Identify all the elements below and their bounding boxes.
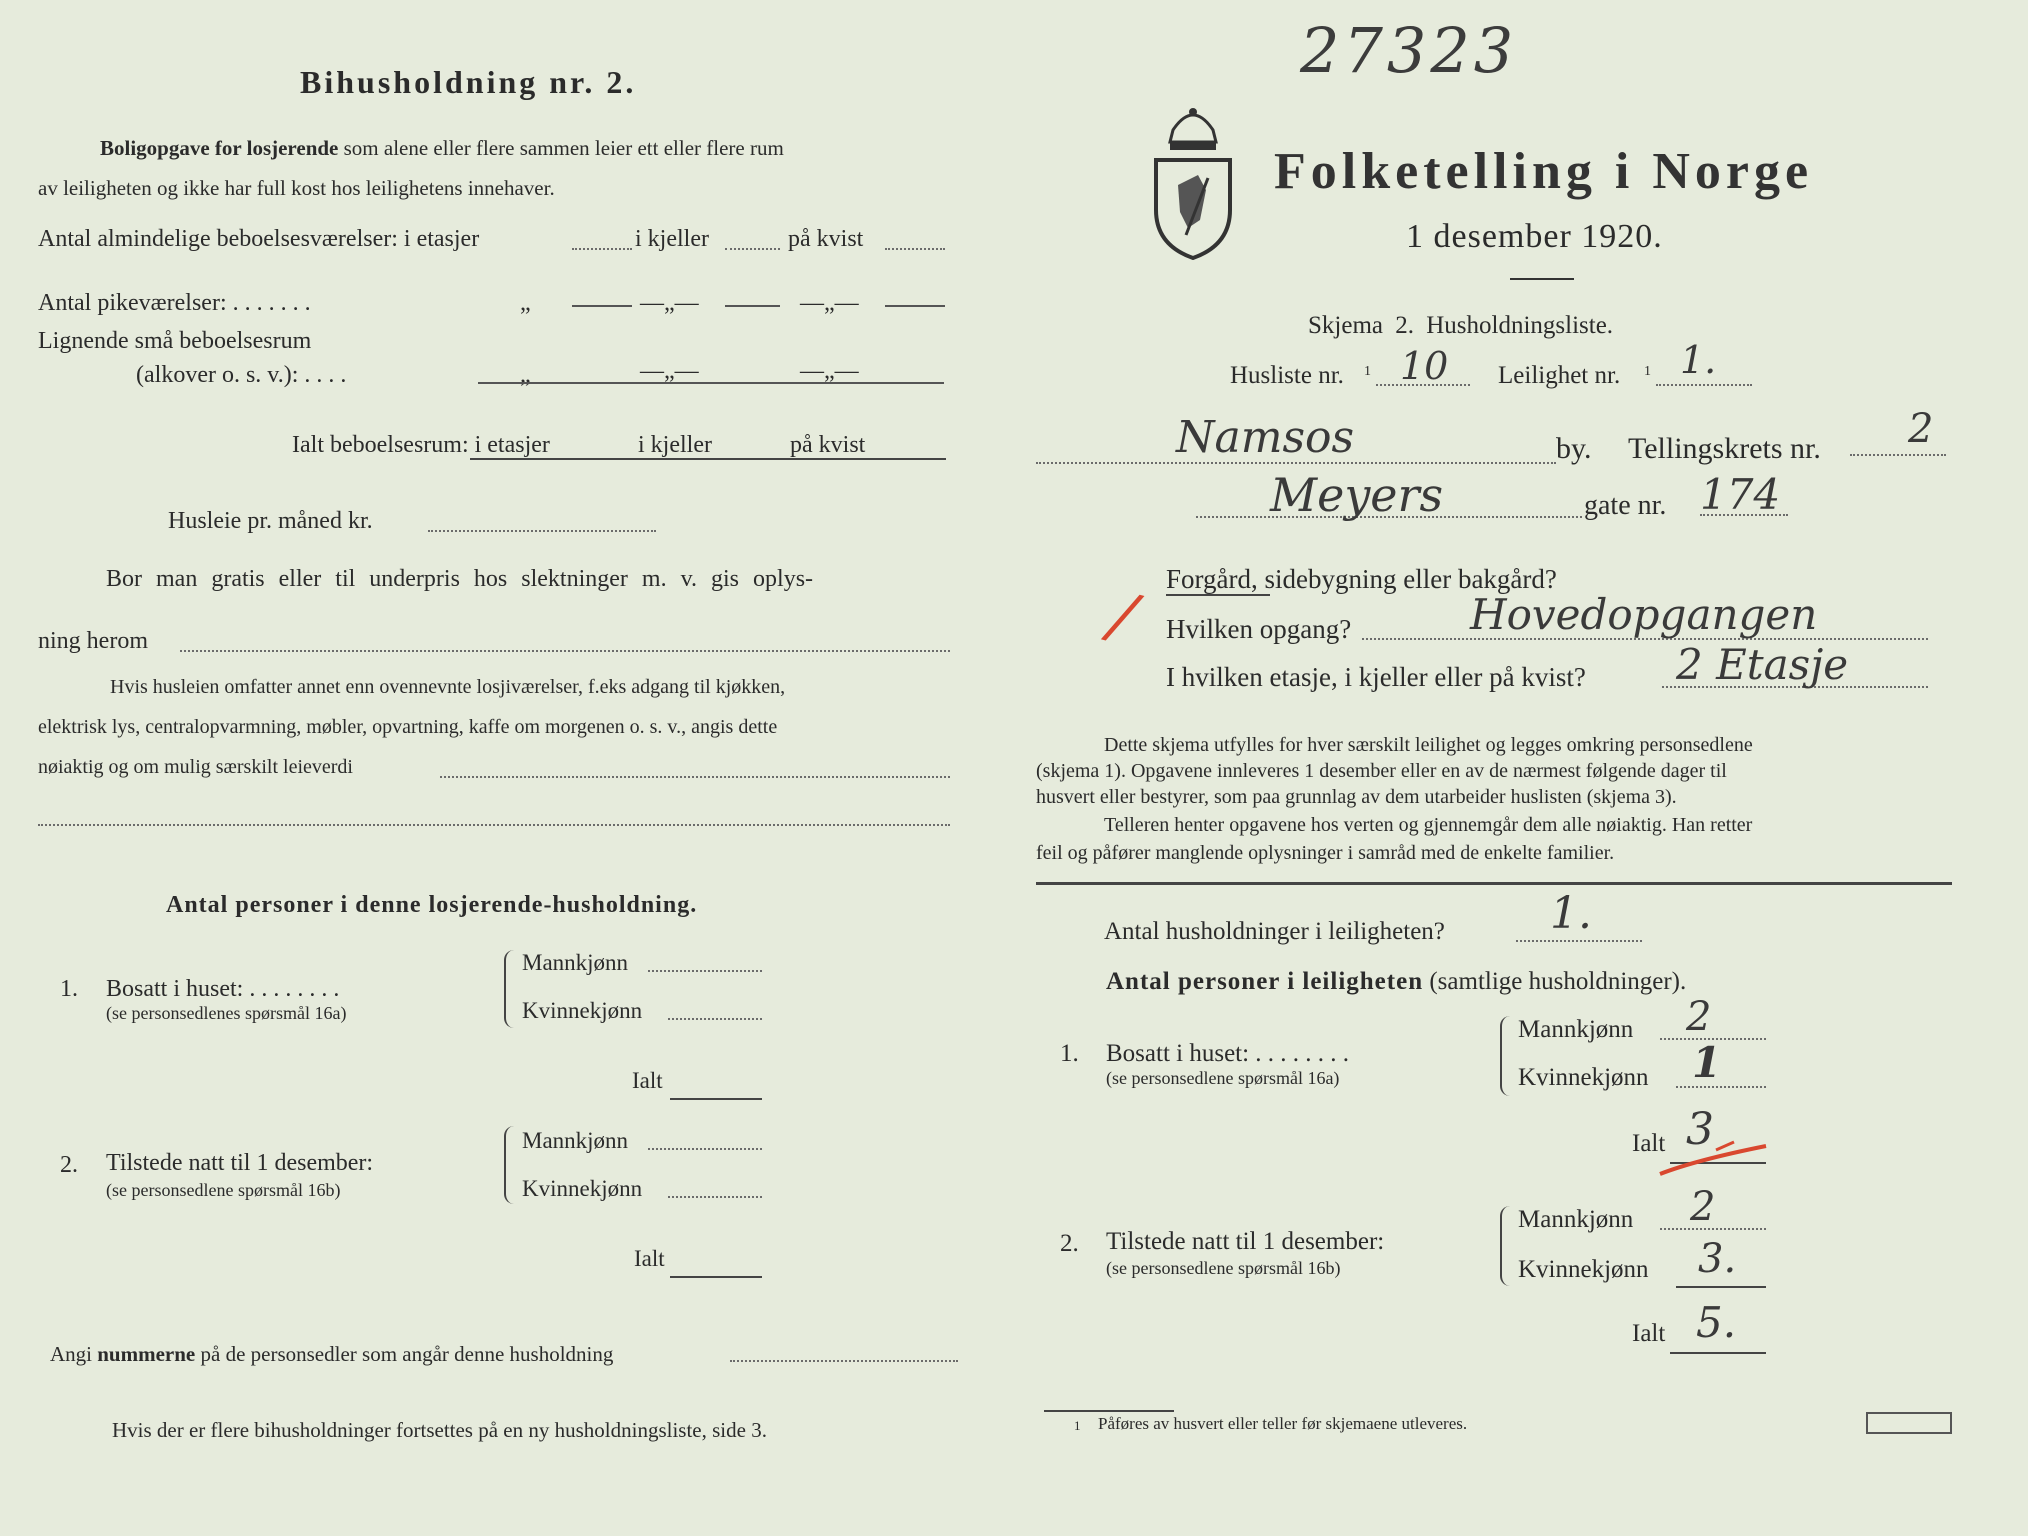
intro-rest: som alene eller flere sammen leier ett eller flere rum: [343, 136, 784, 160]
etasje-value: 2 Etasje: [1676, 640, 1849, 689]
left-q1-num: 1.: [60, 976, 78, 1002]
right-q1-mann-value: 2: [1686, 994, 1712, 1040]
note-field[interactable]: [440, 776, 950, 778]
right-q1-ialt-value: 3: [1686, 1104, 1714, 1155]
right-q1-label: Bosatt i huset: . . . . . . . .: [1106, 1040, 1350, 1067]
left-q1-mann-field[interactable]: [648, 970, 762, 972]
right-persons-title-rest: (samtlige husholdninger).: [1429, 968, 1687, 995]
right-q2-kvinne-value: 3.: [1698, 1236, 1737, 1282]
section-rule: [1036, 882, 1952, 885]
antal-hush-field[interactable]: [1516, 940, 1642, 942]
by-label: by.: [1556, 432, 1592, 465]
row3-label-a: Lignende små beboelsesrum: [38, 328, 312, 354]
opgang-value: Hovedopgangen: [1470, 590, 1818, 639]
skjema-label: Skjema 2. Husholdningsliste.: [1308, 312, 1614, 339]
right-q2-ialt-field[interactable]: [1670, 1352, 1766, 1354]
left-q2-brace: [504, 1126, 516, 1204]
intro-line-2: av leiligheten og ikke har full kost hos leilighetens innehaver.: [38, 176, 555, 200]
red-correction-strike-icon: [1656, 1120, 1776, 1180]
row2-field-1[interactable]: [572, 305, 632, 307]
right-persons-title-bold: Antal personer i leiligheten: [1106, 968, 1424, 995]
street-value: Meyers: [1270, 468, 1444, 522]
note-line-2: elektrisk lys, centralopvarmning, møbler, opvartning, kaffe om morgenen o. s. v., angis dette: [38, 716, 778, 738]
instr-line-1: Dette skjema utfylles for hver særskilt leilighet og legges omkring personsedlene: [1104, 734, 1753, 756]
row2-field-2[interactable]: [725, 305, 780, 307]
left-q2-ialt-label: Ialt: [634, 1246, 665, 1271]
right-q1-kvinne-label: Kvinnekjønn: [1518, 1064, 1649, 1091]
angi-field[interactable]: [730, 1360, 958, 1362]
footnote-rule: [1044, 1410, 1174, 1412]
printer-stamp: [1866, 1412, 1952, 1434]
angi-line: [50, 1342, 613, 1367]
angi-bold: nummerne: [97, 1342, 196, 1366]
left-q1-ialt-field[interactable]: [670, 1098, 762, 1100]
footnote-text: Påføres av husvert eller teller før skjemaene utleveres.: [1098, 1414, 1468, 1433]
row2-ditto-2: —„—: [640, 290, 699, 316]
title-rule: [1510, 278, 1574, 280]
row2-field-3[interactable]: [885, 305, 945, 307]
left-footer: Hvis der er flere bihusholdninger fortsettes på en ny husholdningsliste, side 3.: [112, 1418, 767, 1442]
row2-ditto-3: —„—: [800, 290, 859, 316]
left-q2-sub: (se personsedlene spørsmål 16b): [106, 1180, 341, 1200]
angi-pre: Angi: [50, 1342, 92, 1366]
right-q2-label: Tilstede natt til 1 desember:: [1106, 1228, 1385, 1255]
left-q1-mann-label: Mannkjønn: [522, 950, 629, 975]
left-q2-num: 2.: [60, 1152, 78, 1178]
row3-ditto-2: —„—: [640, 358, 699, 384]
row1-mid: i kjeller: [635, 226, 709, 252]
row3-field[interactable]: [478, 382, 944, 384]
left-title: Bihusholdning nr. 2.: [300, 64, 637, 100]
leilighet-field[interactable]: [1656, 384, 1752, 386]
left-q1-brace: [504, 950, 516, 1028]
left-q1-label: Bosatt i huset: . . . . . . . .: [106, 976, 340, 1002]
krets-field[interactable]: [1850, 454, 1946, 456]
instr-line-4: Telleren henter opgavene hos verten og gjennemgår dem alle nøiaktig. Han retter: [1104, 814, 1753, 836]
red-margin-mark: /: [1103, 578, 1143, 656]
archive-number: 27323: [1300, 14, 1518, 87]
left-q2-label: Tilstede natt til 1 desember:: [106, 1150, 374, 1176]
gate-value: 174: [1700, 470, 1781, 519]
right-q1-ialt-label: Ialt: [1632, 1130, 1666, 1157]
row2-ditto-1: „: [520, 290, 531, 316]
left-q2-ialt-field[interactable]: [670, 1276, 762, 1278]
norway-coat-of-arms-icon: [1148, 100, 1238, 260]
ialt-mid: i kjeller: [638, 432, 712, 458]
left-q1-sub: (se personsedlenes spørsmål 16a): [106, 1003, 347, 1023]
right-q1-kvinne-value: 1: [1692, 1038, 1722, 1087]
angi-rest: på de personsedler som angår denne husholdning: [200, 1342, 614, 1366]
left-persons-title: Antal personer i denne losjerende-husholdning.: [166, 892, 698, 918]
etasje-label: I hvilken etasje, i kjeller eller på kvist?: [1166, 662, 1586, 692]
left-q1-kvinne-label: Kvinnekjønn: [522, 998, 643, 1023]
opgang-label: Hvilken opgang?: [1166, 614, 1352, 644]
left-q1-kvinne-field[interactable]: [668, 1018, 762, 1020]
right-persons-title: [1106, 968, 1686, 996]
leilighet-footnote-mark: 1: [1644, 364, 1651, 379]
left-q2-kvinne-field[interactable]: [668, 1196, 762, 1198]
right-q2-ialt-label: Ialt: [1632, 1320, 1666, 1347]
bor-line-1: Bor man gratis eller til underpris hos slektninger m. v. gis oplys-: [106, 566, 814, 592]
right-q1-sub: (se personsedlene spørsmål 16a): [1106, 1068, 1340, 1088]
left-q1-ialt-label: Ialt: [632, 1068, 663, 1093]
row1-kvist-field[interactable]: [885, 248, 945, 250]
ialt-end: på kvist: [790, 432, 866, 458]
right-q2-mann-value: 2: [1690, 1184, 1716, 1230]
row3-label-b: (alkover o. s. v.): . . . .: [136, 362, 347, 388]
instr-line-2: (skjema 1). Opgavene innleveres 1 desember eller en av de nærmest følgende dager til: [1036, 760, 1727, 782]
husleie-label: Husleie pr. måned kr.: [168, 508, 373, 534]
leilighet-label: Leilighet nr.: [1498, 362, 1621, 389]
right-date: 1 desember 1920.: [1406, 218, 1663, 255]
husliste-value: 10: [1400, 344, 1449, 388]
row1-end: på kvist: [788, 226, 864, 252]
antal-hush-label: Antal husholdninger i leiligheten?: [1104, 918, 1445, 945]
intro-bold: Boligopgave for losjerende: [100, 136, 339, 160]
instr-line-3: husvert eller bestyrer, som paa grunnlag av dem utarbeider huslisten (skjema 3).: [1036, 786, 1677, 808]
note-line-3: nøiaktig og om mulig særskilt leieverdi: [38, 756, 353, 778]
right-q1-mann-label: Mannkjønn: [1518, 1016, 1634, 1043]
forgard-underline: [1166, 594, 1270, 596]
right-title: Folketelling i Norge: [1274, 143, 1814, 200]
right-q1-brace: [1500, 1016, 1512, 1096]
krets-value: 2: [1908, 406, 1934, 452]
right-q2-mann-label: Mannkjønn: [1518, 1206, 1634, 1233]
right-q2-kvinne-label: Kvinnekjønn: [1518, 1256, 1649, 1283]
husliste-footnote-mark: 1: [1364, 364, 1371, 379]
bor-line-2: ning herom: [38, 628, 148, 654]
right-q2-brace: [1500, 1206, 1512, 1286]
instr-line-5: feil og påfører manglende oplysninger i samråd med de enkelte familier.: [1036, 842, 1615, 864]
leilighet-value: 1.: [1680, 338, 1717, 382]
row2-label: Antal pikeværelser: . . . . . . .: [38, 290, 311, 316]
husleie-field[interactable]: [428, 530, 656, 532]
city-value: Namsos: [1176, 412, 1355, 463]
note-line-1: Hvis husleien omfatter annet enn ovennevnte losjiværelser, f.eks adgang til kjøkken,: [110, 676, 786, 698]
right-q2-ialt-value: 5.: [1696, 1298, 1737, 1347]
footnote-number: 1: [1074, 1418, 1081, 1433]
row1-etasjer-field[interactable]: [572, 248, 632, 250]
row3-ditto-3: —„—: [800, 358, 859, 384]
row1-kjeller-field[interactable]: [725, 248, 780, 250]
right-q2-sub: (se personsedlene spørsmål 16b): [1106, 1258, 1341, 1278]
left-q2-kvinne-label: Kvinnekjønn: [522, 1176, 643, 1201]
intro-line-1: [100, 136, 784, 161]
krets-label: Tellingskrets nr.: [1628, 432, 1821, 465]
antal-hush-value: 1.: [1550, 888, 1592, 939]
bor-field[interactable]: [180, 650, 950, 652]
row1-label: Antal almindelige beboelsesværelser: i etasjer: [38, 226, 480, 252]
forgard-question: Forgård, sidebygning eller bakgård?: [1166, 564, 1557, 594]
right-q2-num: 2.: [1060, 1230, 1079, 1257]
row3-ditto-1: „: [520, 362, 531, 388]
gate-label: gate nr.: [1584, 490, 1667, 521]
left-q2-mann-label: Mannkjønn: [522, 1128, 629, 1153]
left-q2-mann-field[interactable]: [648, 1148, 762, 1150]
note-field-2[interactable]: [38, 824, 950, 826]
right-q2-kvinne-field[interactable]: [1676, 1286, 1766, 1288]
right-q1-num: 1.: [1060, 1040, 1079, 1067]
husliste-label: Husliste nr.: [1230, 362, 1344, 389]
ialt-label: Ialt beboelsesrum: i etasjer: [292, 432, 550, 458]
